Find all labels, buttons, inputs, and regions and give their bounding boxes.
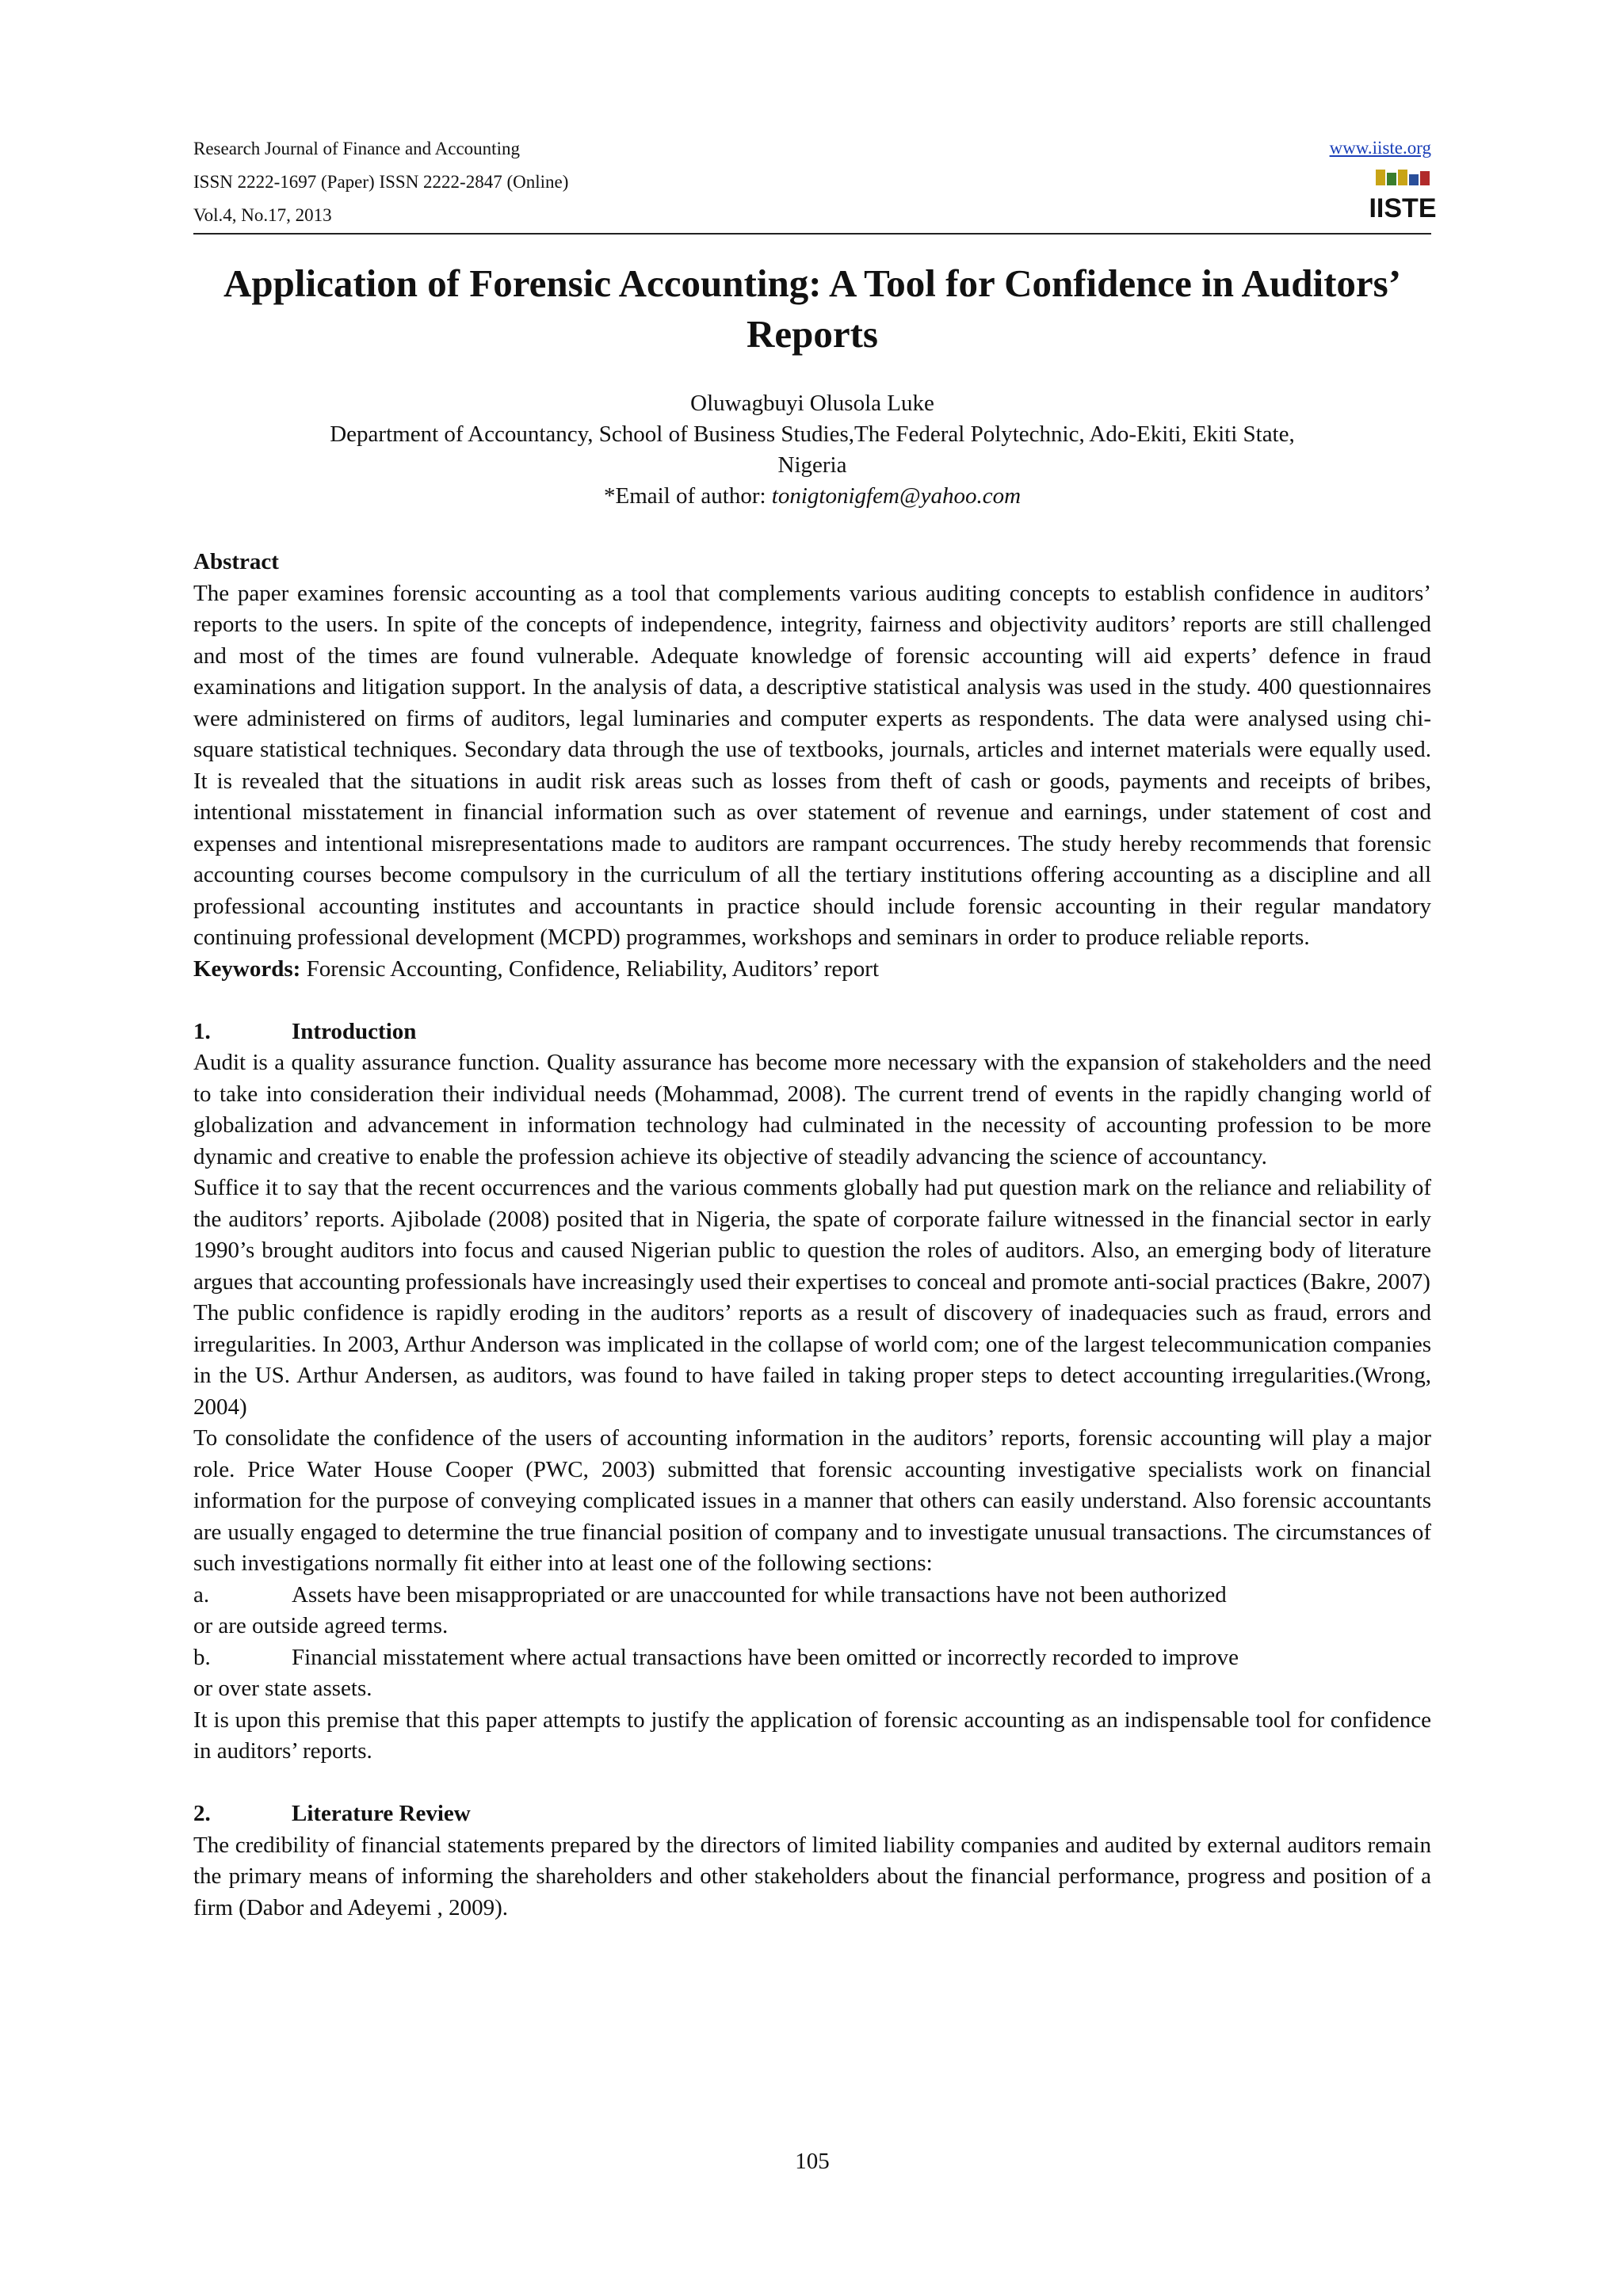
section-1-number: 1. xyxy=(193,1018,211,1044)
author-affiliation: Department of Accountancy, School of Business Studies,The Federal Polytechnic, Ado-Ekiti, Ekiti State, xyxy=(330,421,1295,447)
list-item-a-continuation: or are outside agreed terms. xyxy=(193,1613,449,1638)
list-item-b-marker: b. xyxy=(193,1644,211,1670)
volume-line: Vol.4, No.17, 2013 xyxy=(193,205,332,225)
svg-text:IISTE: IISTE xyxy=(1369,193,1437,223)
list-item-b-text: Financial misstatement where actual transactions have been omitted or incorrectly recorded to improve xyxy=(292,1644,1239,1670)
journal-url-link[interactable]: www.iiste.org xyxy=(1329,138,1431,158)
email-label: *Email of author: xyxy=(603,483,766,509)
list-item-a xyxy=(193,1580,1431,1611)
author-block xyxy=(193,388,1431,512)
abstract-text: The paper examines forensic accounting as a tool that complements various auditing concepts to establish confidence in auditors’ reports to the users. In spite of the concepts of independence, integrity, fairness and objectivity auditors’ reports are still challenged and most of the times are found vulnerable. Adequate knowledge of forensic accounting will aid experts’ defence in fraud examinations and litigation support. In the analysis of data, a descriptive statistical analysis was used in the study. 400 questionnaires were administered on firms of auditors, legal luminaries and computer experts as respondents. The data were analysed using chi-square statistical techniques. Secondary data through the use of textbooks, journals, articles and internet materials were equally used. It is revealed that the situations in audit risk areas such as losses from theft of cash or goods, payments and receipts of bribes, intentional misstatement in financial information such as over statement of revenue and earnings, under statement of cost and expenses and intentional misrepresentations made to auditors are rampant occurrences. The study hereby recommends that forensic accounting courses become compulsory in the curriculum of all the tertiary institutions offering accounting as a discipline and all professional accounting institutes and accountants in practice should include forensic accounting in their regular mandatory continuing professional development (MCPD) programmes, workshops and seminars in order to produce reliable reports. xyxy=(193,580,1431,950)
author-email[interactable]: tonigtonigfem@yahoo.com xyxy=(771,483,1022,509)
list-item-a-text: Assets have been misappropriated or are unaccounted for while transactions have not been authorized xyxy=(292,1581,1227,1608)
list-item-a-marker: a. xyxy=(193,1581,210,1608)
section-2-title: Literature Review xyxy=(292,1801,471,1826)
section-1-title: Introduction xyxy=(292,1018,417,1044)
journal-name: Research Journal of Finance and Accounting xyxy=(193,139,520,158)
intro-paragraph-5: It is upon this premise that this paper attempts to justify the application of forensic accounting as an indispensable tool for confidence in auditors’ reports. xyxy=(193,1707,1431,1764)
list-item-b xyxy=(193,1642,1431,1674)
issn-line: ISSN 2222-1697 (Paper) ISSN 2222-2847 (Online) xyxy=(193,172,569,192)
section-2-heading xyxy=(193,1798,1431,1830)
page-number: 105 xyxy=(795,2149,830,2174)
iiste-logo xyxy=(1369,170,1437,223)
author-name: Oluwagbuyi Olusola Luke xyxy=(690,391,934,416)
paper-body xyxy=(193,547,1431,1924)
keywords-line xyxy=(193,954,1431,986)
literature-paragraph-1: The credibility of financial statements prepared by the directors of limited liability companies and audited by external auditors remain the primary means of informing the shareholders and other stakeholders about the financial performance, progress and position of a firm (Dabor and Adeyemi , 2009). xyxy=(193,1832,1431,1920)
keywords-label: Keywords: xyxy=(193,955,301,982)
intro-paragraph-1: Audit is a quality assurance function. Quality assurance has become more necessary with the expansion of stakeholders and the need to take into consideration their individual needs (Mohammad, 2008). The current trend of events in the rapidly changing world of globalization and advancement in information technology had culminated in the necessity of accounting profession to be more dynamic and creative to enable the profession achieve its objective of steadily advancing the science of accountancy. xyxy=(193,1050,1431,1169)
author-email-line xyxy=(193,481,1431,512)
paper-title: Application of Forensic Accounting: A Tool for Confidence in Auditors’ Reports xyxy=(223,261,1402,356)
header-rule xyxy=(193,233,1431,235)
author-country: Nigeria xyxy=(777,452,847,478)
section-1-heading xyxy=(193,1016,1431,1048)
list-item-b-continuation: or over state assets. xyxy=(193,1676,372,1701)
section-2-number: 2. xyxy=(193,1801,211,1826)
abstract-heading: Abstract xyxy=(193,549,279,574)
intro-paragraph-2: Suffice it to say that the recent occurrences and the various comments globally had put question mark on the reliance and reliability of the auditors’ reports. Ajibolade (2008) posited that in Nigeria, the spate of corporate failure witnessed in the financial sector in early 1990’s brought auditors into focus and caused Nigerian public to question the roles of auditors. Also, an emerging body of literature argues that accounting professionals have increasingly used their expertises to conceal and promote anti-social practices (Bakre, 2007) xyxy=(193,1175,1431,1295)
intro-paragraph-4: To consolidate the confidence of the users of accounting information in the auditors’ reports, forensic accounting will play a major role. Price Water House Cooper (PWC, 2003) submitted that forensic accounting investigative specialists work on financial information for the purpose of conveying complicated issues in a manner that others can easily understand. Also forensic accountants are usually engaged to determine the true financial position of company and to investigate unusual transactions. The circumstances of such investigations normally fit either into at least one of the following sections: xyxy=(193,1425,1431,1576)
keywords-text: Forensic Accounting, Confidence, Reliability, Auditors’ report xyxy=(306,955,880,982)
intro-paragraph-3: The public confidence is rapidly eroding in the auditors’ reports as a result of discovery of inadequacies such as fraud, errors and irregularities. In 2003, Arthur Anderson was implicated in the collapse of world com; one of the largest telecommunication companies in the US. Arthur Andersen, as auditors, was found to have failed in taking proper steps to detect accounting irregularities.(Wrong, 2004) xyxy=(193,1300,1431,1420)
